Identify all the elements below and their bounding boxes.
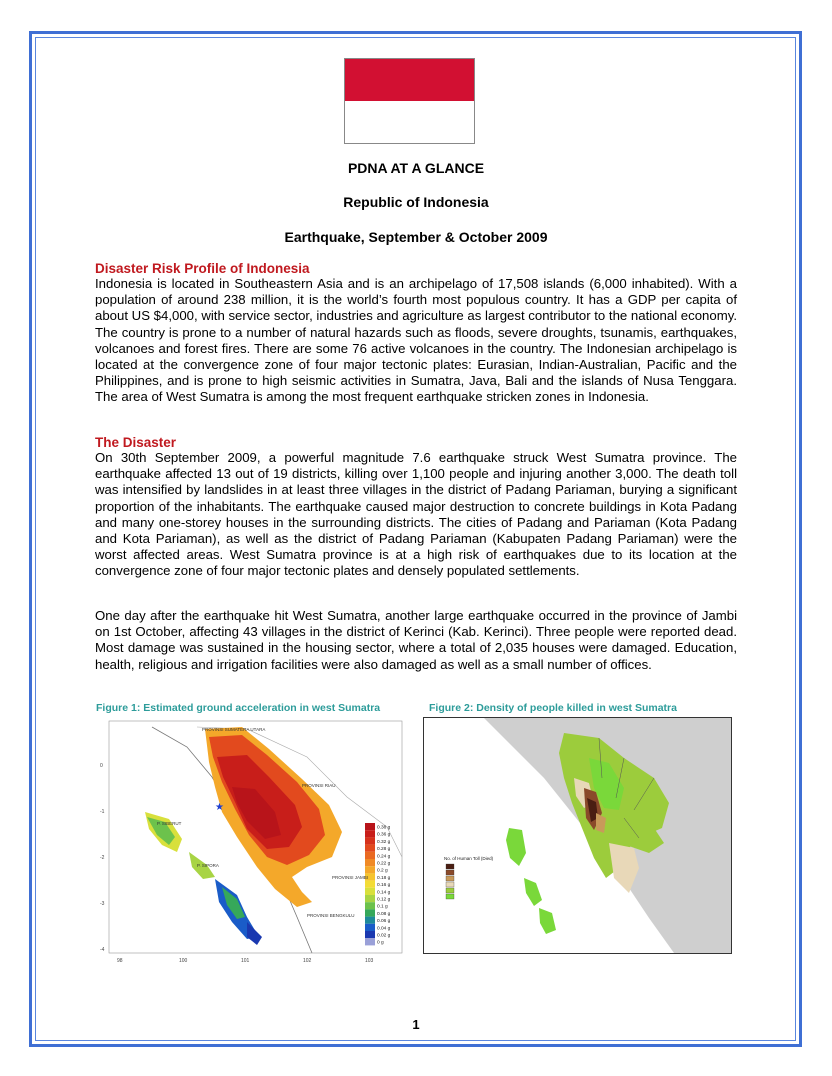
map-label-riau: PROVINSI RIAU — [302, 783, 336, 788]
figure-2-caption: Figure 2: Density of people killed in west Sumatra — [429, 702, 677, 714]
figure-2-map — [423, 717, 732, 954]
legend-swatch — [365, 924, 375, 931]
x-tick-label: 103 — [365, 958, 374, 964]
legend-swatch — [365, 830, 375, 837]
country-title: Republic of Indonesia — [343, 194, 489, 210]
risk-profile-paragraph: Indonesia is located in Southeastern Asia and is an archipelago of 17,508 islands (6,000 inhabited). With a population of around 238 million, it is the world’s fourth most populous country. It has a GDP per capita of about US $4,000, with service sector, industries and agriculture as largest contributor to the national economy. The country is prone to a number of natural hazards such as floods, severe droughts, tsunamis, earthquakes, volcanoes and forest fires. There are some 76 active volcanoes in the country. The Indonesian archipelago is located at the convergence zone of four major tectonic plates: Eurasian, Indian-Australian, Pacific and the Philippines, and is prone to high seismic activities in Sumatra, Java, Bali and the islands of Nusa Tenggara. The area of West Sumatra is among the most frequent earthquake stricken zones in Indonesia. — [95, 276, 737, 405]
legend-label: 0.32 g — [377, 839, 391, 845]
section-heading-disaster: The Disaster — [95, 435, 177, 450]
indonesia-flag — [344, 58, 475, 144]
figure-1-map — [97, 717, 406, 964]
legend-label: 0.22 g — [377, 861, 391, 867]
legend-swatch — [365, 931, 375, 938]
disaster-paragraph-2: One day after the earthquake hit West Sumatra, another large earthquake occurred in the province of Jambi on 1st October, affecting 43 villages in the district of Kerinci (Kab. Kerinci). Three people were reported dead. Most damage was sustained in the housing sector, where a total of 2,035 houses were damaged. Education, health, religious and irrigation facilities were also damaged as well as a small number of offices. — [95, 608, 737, 672]
y-tick-label: -4 — [100, 947, 105, 953]
legend-label: 0.1 g — [377, 904, 388, 910]
map-label-siberut: P. SIBERUT — [157, 821, 182, 826]
legend-swatch — [446, 888, 454, 893]
legend-swatch — [365, 917, 375, 924]
legend-label: 0.16 g — [377, 883, 391, 889]
legend-label: 0.2 g — [377, 868, 388, 874]
legend-label: 0 g — [377, 940, 384, 946]
page-number: 1 — [412, 1017, 420, 1032]
legend-swatch — [446, 864, 454, 869]
y-tick-label: 0 — [100, 763, 103, 769]
svg-text:★: ★ — [215, 802, 224, 813]
x-tick-label: 100 — [179, 958, 188, 964]
legend-swatch — [365, 852, 375, 859]
x-tick-label: 98 — [117, 958, 123, 964]
figure-1-legend — [365, 823, 391, 946]
event-title: Earthquake, September & October 2009 — [284, 229, 548, 245]
legend-swatch — [365, 837, 375, 844]
map-label-bengkulu: PROVINSI BENGKULU — [307, 913, 355, 918]
legend-swatch — [365, 881, 375, 888]
legend-label: 0.18 g — [377, 875, 391, 881]
disaster-paragraph-1: On 30th September 2009, a powerful magnitude 7.6 earthquake struck West Sumatra province. The earthquake affected 13 out of 19 districts, killing over 1,100 people and injuring another 3,000. The death toll was intensified by landslides in at least three villages in the district of Padang Pariaman, burying a significant proportion of the inhabitants. The earthquake caused major destruction to concrete buildings in Kota Padang and many one-storey houses in the surrounding districts. The cities of Padang and Pariaman (Kota Padang and Kota Pariaman), as well as the district of Padang Pariaman (Kabupaten Padang Pariaman) were the worst affected areas. West Sumatra province is at a high risk of earthquakes due to its location at the convergence zone of four major tectonic plates and densely populated settlements. — [95, 450, 737, 579]
legend-label: 0.04 g — [377, 926, 391, 932]
map-label-jambi: PROVINSI JAMBI — [332, 875, 369, 880]
legend-swatch — [365, 866, 375, 873]
legend-label: 0.24 g — [377, 854, 391, 860]
legend-swatch — [365, 823, 375, 830]
y-tick-label: -2 — [100, 855, 105, 861]
legend-swatch — [365, 895, 375, 902]
legend-swatch — [446, 876, 454, 881]
figure-2-legend-title: No. of Human Toll (Died) — [444, 856, 494, 861]
y-tick-label: -1 — [100, 809, 105, 815]
figure-1-caption: Figure 1: Estimated ground acceleration in west Sumatra — [96, 702, 381, 714]
legend-label: 0.28 g — [377, 847, 391, 853]
legend-label: 0.38 g — [377, 825, 391, 831]
legend-swatch — [365, 859, 375, 866]
legend-swatch — [365, 938, 375, 945]
legend-swatch — [446, 870, 454, 875]
map-label-sipora: P. SIPORA — [197, 863, 219, 868]
x-tick-label: 102 — [303, 958, 312, 964]
legend-label: 0.14 g — [377, 890, 391, 896]
page-title: PDNA AT A GLANCE — [347, 160, 485, 176]
legend-label: 0.06 g — [377, 919, 391, 925]
legend-swatch — [446, 882, 454, 887]
legend-swatch — [365, 909, 375, 916]
legend-label: 0.36 g — [377, 832, 391, 838]
map-label-sumut: PROVINSI SUMATERA UTARA — [202, 727, 266, 732]
x-tick-label: 101 — [241, 958, 250, 964]
legend-swatch — [365, 888, 375, 895]
legend-swatch — [365, 902, 375, 909]
legend-label: 0.12 g — [377, 897, 391, 903]
legend-swatch — [365, 845, 375, 852]
y-tick-label: -3 — [100, 901, 105, 907]
legend-label: 0.02 g — [377, 933, 391, 939]
legend-label: 0.08 g — [377, 911, 391, 917]
section-heading-risk-profile: Disaster Risk Profile of Indonesia — [95, 261, 310, 276]
legend-swatch — [446, 894, 454, 899]
